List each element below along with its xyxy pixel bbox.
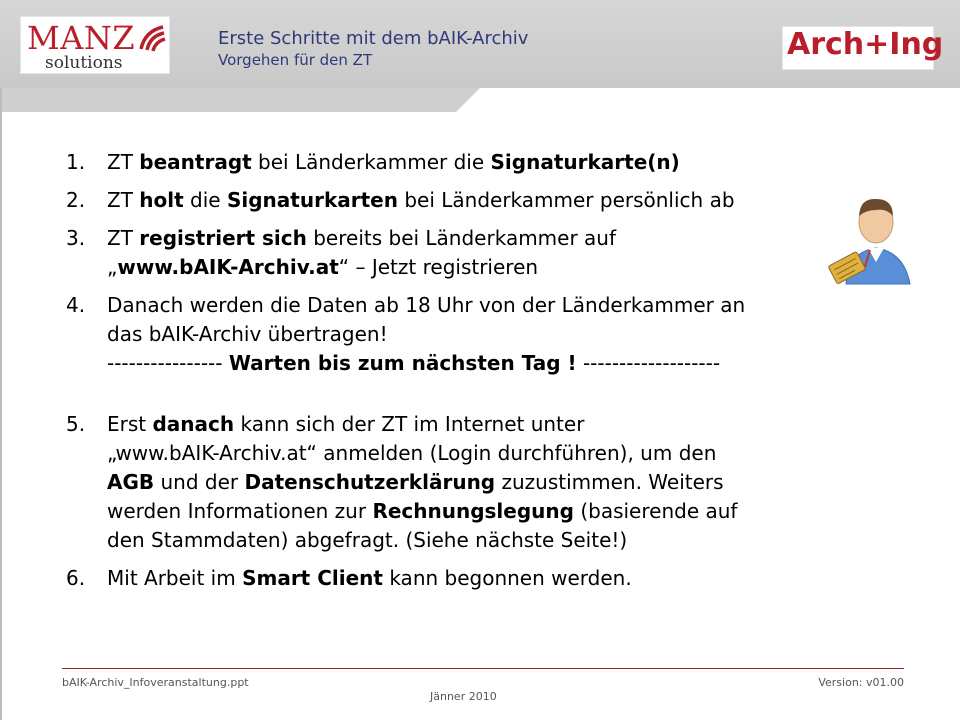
text-run: und der: [154, 470, 245, 494]
text-run: zuzustimmen. Weiters: [495, 470, 724, 494]
list-item-line: [107, 564, 926, 593]
bold-text: holt: [139, 188, 184, 212]
text-run: „: [107, 255, 118, 279]
text-run: ZT: [107, 150, 140, 174]
text-run: das bAIK-Archiv übertragen!: [107, 322, 388, 346]
footer-date: Jänner 2010: [430, 690, 497, 703]
bold-text: Rechnungslegung: [372, 499, 574, 523]
title-block: [218, 28, 528, 70]
list-item-line: [107, 439, 926, 468]
manz-logo-word: MANZ: [27, 19, 136, 57]
bold-text: Smart Client: [242, 566, 383, 590]
list-item-line: [107, 186, 926, 215]
text-run: werden Informationen zur: [107, 499, 373, 523]
list-item-line: [107, 320, 926, 349]
bold-text: beantragt: [139, 150, 252, 174]
bold-text: www.bAIK-Archiv.at: [117, 255, 339, 279]
text-run: bei Länderkammer die: [251, 150, 491, 174]
text-run: ZT: [107, 188, 140, 212]
list-item: [66, 410, 926, 555]
list-item: [66, 224, 926, 282]
list-item: [66, 186, 926, 215]
person-with-badge-icon: [826, 186, 914, 286]
list-item-number: 4.: [66, 293, 86, 317]
bold-text: danach: [152, 412, 235, 436]
list-item-number: 1.: [66, 150, 86, 174]
list-item-line: [107, 526, 926, 555]
manz-logo-sub: solutions: [45, 53, 123, 73]
text-run: kann begonnen werden.: [382, 566, 632, 590]
text-run: “ – Jetzt registrieren: [338, 255, 539, 279]
list-item-line: [107, 349, 926, 378]
page-title: Erste Schritte mit dem bAIK-Archiv: [218, 28, 529, 49]
text-run: „www.bAIK-Archiv.at“ anmelden (Login durchführen), um den: [107, 441, 717, 465]
list-item-line: [107, 497, 926, 526]
step-list: [66, 148, 926, 602]
bold-text: Signaturkarten: [226, 188, 398, 212]
text-run: kann sich der ZT im Internet unter: [234, 412, 585, 436]
list-item-line: [107, 148, 926, 177]
list-item-line: [107, 224, 926, 253]
list-item-number: 5.: [66, 412, 86, 436]
bold-text: AGB: [107, 470, 155, 494]
bold-text: registriert sich: [139, 226, 307, 250]
text-run: Danach werden die Daten ab 18 Uhr von der Länderkammer an: [107, 293, 746, 317]
list-item-line: [107, 410, 926, 439]
bold-text: Warten bis zum nächsten Tag !: [228, 351, 577, 375]
text-run: bei Länderkammer persönlich ab: [397, 188, 735, 212]
bold-text: Datenschutzerklärung: [244, 470, 496, 494]
list-item: [66, 564, 926, 593]
page-subtitle: Vorgehen für den ZT: [218, 51, 373, 69]
text-run: Erst: [107, 412, 153, 436]
list-item-number: 6.: [66, 566, 86, 590]
bold-text: Signaturkarte(n): [490, 150, 680, 174]
list-item-line: [107, 468, 926, 497]
list-item-line: [107, 291, 926, 320]
text-run: den Stammdaten) abgefragt. (Siehe nächste Seite!): [107, 528, 628, 552]
footer-rule: [62, 668, 904, 669]
arching-logo-text: Arch+Ing: [787, 27, 944, 62]
header-wedge: [0, 88, 480, 112]
left-rule: [0, 88, 2, 720]
list-item-line: [107, 253, 926, 282]
list-item: [66, 291, 926, 378]
footer-filename: bAIK-Archiv_Infoveranstaltung.ppt: [62, 676, 249, 689]
text-run: Mit Arbeit im: [107, 566, 243, 590]
text-run: ZT: [107, 226, 140, 250]
arching-logo: [782, 26, 944, 70]
list-item: [66, 148, 926, 177]
text-run: die: [183, 188, 227, 212]
text-run: (basierende auf: [573, 499, 738, 523]
manz-logo: [20, 16, 170, 74]
text-run: bereits bei Länderkammer auf: [306, 226, 617, 250]
text-run: -------------------: [576, 351, 721, 375]
list-item-number: 3.: [66, 226, 86, 250]
text-run: ----------------: [107, 351, 229, 375]
footer-version: Version: v01.00: [818, 676, 904, 689]
manz-swoosh-icon: [137, 23, 167, 53]
list-item-number: 2.: [66, 188, 86, 212]
